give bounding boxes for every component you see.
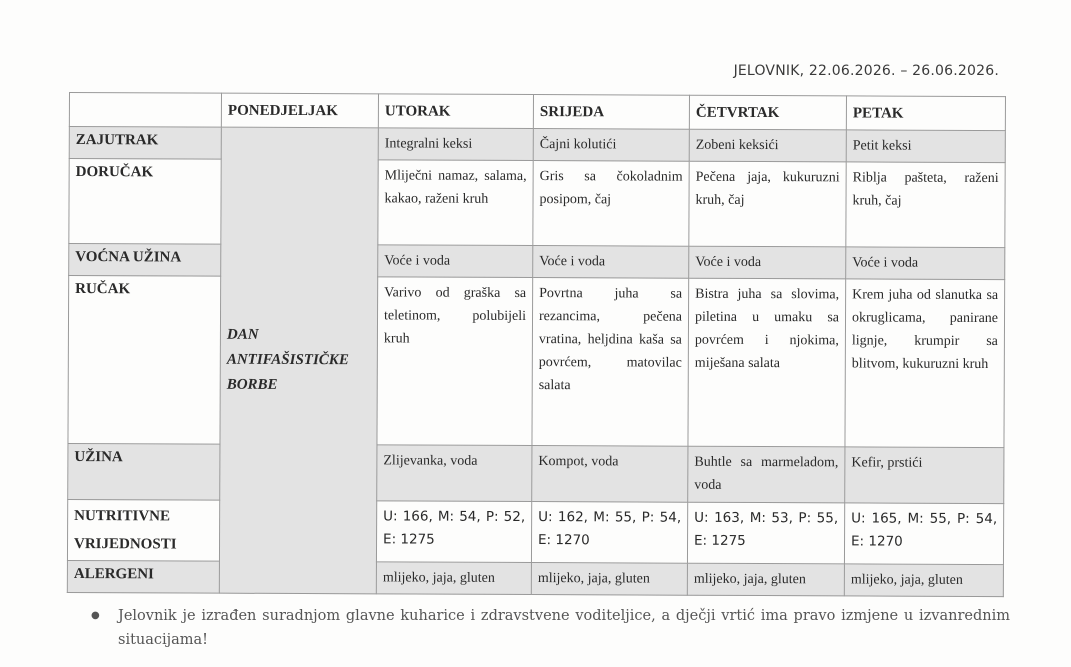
allergen-cell: mlijeko, jaja, gluten [531, 563, 687, 596]
menu-cell: Bistra juha sa slovima, piletina u umaku sa povrćem i njokima, miješana salata [688, 278, 846, 447]
menu-title: JELOVNIK, 22.06.2026. – 26.06.2026. [733, 63, 999, 79]
menu-cell: Kompot, voda [532, 446, 688, 503]
menu-cell: Voće i voda [846, 247, 1005, 280]
menu-cell: Čajni kolutići [533, 129, 689, 162]
menu-cell: Varivo od graška sa teletinom, polubijeli kruh [377, 277, 533, 446]
row-label-alergeni: ALERGENI [67, 560, 219, 593]
table-row [68, 276, 1005, 448]
menu-cell: Buhtle sa marmeladom, voda [688, 446, 845, 503]
row-label-vocna-uzina: VOĆNA UŽINA [69, 244, 221, 277]
menu-cell: Zlijevanka, voda [377, 445, 532, 502]
header-wednesday: SRIJEDA [533, 95, 689, 130]
footnote [92, 604, 1010, 652]
menu-cell: Riblja pašteta, raženi kruh, čaj [846, 162, 1005, 248]
menu-cell: Voće i voda [378, 245, 533, 278]
table-row [69, 159, 1005, 248]
allergen-cell: mlijeko, jaja, gluten [376, 562, 531, 595]
row-label-uzina: UŽINA [68, 443, 220, 500]
menu-cell: Povrtna juha sa rezancima, pečena vratina, heljdina kaša sa povrćem, matovilac salata [532, 278, 689, 447]
menu-cell: Zobeni keksići [689, 129, 846, 162]
table-row [69, 127, 1005, 163]
table-row [69, 244, 1005, 280]
nutrition-cell: U: 166, M: 54, P: 52, E: 1275 [376, 501, 531, 563]
menu-cell: Mliječni namaz, salama, kakao, raženi kruh [378, 160, 533, 246]
bullet-icon: ● [91, 610, 100, 621]
menu-cell: Petit keksi [846, 130, 1005, 163]
menu-cell: Voće i voda [533, 246, 689, 279]
monday-holiday-cell [219, 127, 378, 594]
nutrition-cell: U: 162, M: 55, P: 54, E: 1270 [531, 502, 687, 564]
header-corner [69, 93, 221, 128]
nutrition-cell: U: 165, M: 55, P: 54, E: 1270 [844, 503, 1003, 565]
header-monday: PONEDJELJAK [221, 93, 378, 128]
allergen-cell: mlijeko, jaja, gluten [687, 563, 844, 596]
header-tuesday: UTORAK [378, 94, 533, 129]
row-label-dorucak: DORUČAK [69, 159, 221, 245]
menu-table [67, 92, 1006, 597]
menu-cell: Voće i voda [689, 246, 846, 279]
menu-cell: Gris sa čokoladnim posipom, čaj [533, 161, 689, 247]
menu-cell: Pečena jaja, kukuruzni kruh, čaj [689, 161, 846, 247]
menu-cell: Integralni keksi [378, 128, 533, 161]
header-row [69, 93, 1005, 131]
row-label-nutritivne: NUTRITIVNE VRIJEDNOSTI [67, 499, 219, 561]
table-row [68, 443, 1004, 503]
allergen-cell: mlijeko, jaja, gluten [844, 564, 1003, 597]
header-friday: PETAK [846, 96, 1005, 131]
table-row [67, 560, 1003, 596]
menu-cell: Kefir, prstići [845, 447, 1004, 504]
monday-holiday-text: DAN ANTIFAŠISTIČKE BORBE [226, 326, 349, 393]
nutrition-cell: U: 163, M: 53, P: 55, E: 1275 [687, 502, 844, 564]
row-label-zajutrak: ZAJUTRAK [69, 127, 221, 160]
header-thursday: ČETVRTAK [689, 95, 846, 130]
menu-cell: Krem juha od slanutka sa okruglicama, panirane lignje, krumpir sa blitvom, kukuruzni kruh [845, 279, 1005, 448]
row-label-rucak: RUČAK [68, 276, 221, 445]
table-row [67, 499, 1003, 564]
footnote-text: Jelovnik je izrađen suradnjom glavne kuharice i zdravstvene voditeljice, a dječji vrtić ima pravo izmjene u izvanrednim situacijama! [118, 608, 1010, 648]
